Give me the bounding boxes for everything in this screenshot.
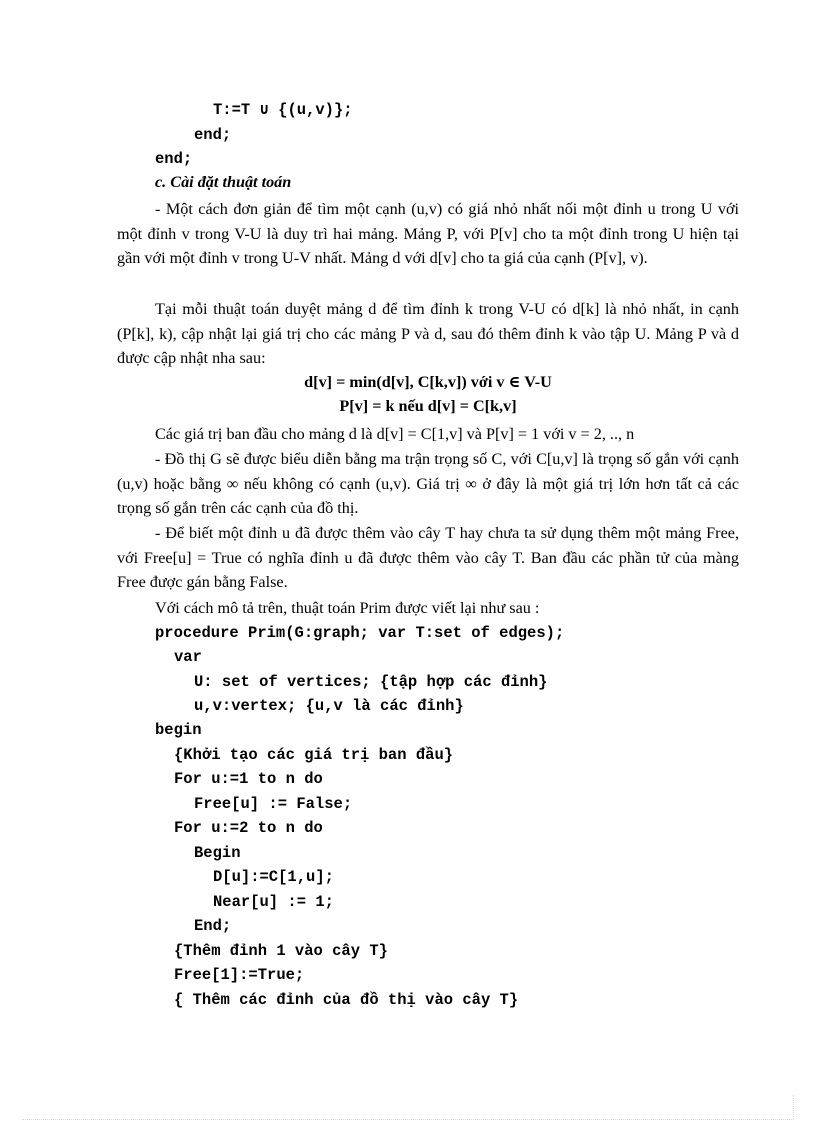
code-line-end-outer: end; [155,150,193,168]
code-comment-add-1: {Thêm đỉnh 1 vào cây T} [174,942,388,960]
code-line-end-inner: end; [194,126,232,144]
code-for-1: For u:=1 to n do [174,770,323,788]
code-line-union: T:=T ∪ {(u,v)}; [213,101,353,119]
code-inner-end: End; [194,917,232,935]
code-for-2: For u:=2 to n do [174,819,323,837]
code-comment-init: {Khởi tạo các giá trị ban đầu} [174,746,454,764]
code-var: var [174,648,202,666]
formula-p-update: P[v] = k nếu d[v] = C[k,v] [339,397,517,415]
code-var-uv: u,v:vertex; {u,v là các đỉnh} [194,697,464,715]
paragraph-initial-values: Các giá trị ban đầu cho mảng d là d[v] = C[1,v] và P[v] = 1 với v = 2, .., n [155,425,635,443]
page-corner-mark [793,1095,795,1119]
code-procedure-header: procedure Prim(G:graph; var T:set of edges); [155,624,565,642]
paragraph-free-array: - Để biết một đỉnh u đã được thêm vào cây T hay chưa ta sử dụng thêm một mảng Free, với Free[u] = True có nghĩa đỉnh u đã được thêm vào cây T. Ban đầu các phần tử của màng Free được gán bằng False. [117,524,739,591]
paragraph-weight-matrix: - Đồ thị G sẽ được biểu diễn bằng ma trận trọng số C, với C[u,v] là trọng số gắn với cạnh (u,v) hoặc bằng ∞ nếu không có cạnh (u,v). Giá trị ∞ ở đây là một giá trị lớn hơn tất cả các trọng số gắn trên các cạnh của đồ thị. [117,450,739,517]
paragraph-iteration: Tại mỗi thuật toán duyệt mảng d để tìm đỉnh k trong V-U có d[k] là nhỏ nhất, in cạnh (P[k], k), cập nhật lại giá trị cho các mảng P và d, sau đó thêm đỉnh k vào tập U. Mảng P và d được cập nhật nha sau: [117,300,739,367]
code-free-1-true: Free[1]:=True; [174,966,305,984]
page-bottom-border [22,1119,794,1120]
code-near-assign: Near[u] := 1; [213,893,334,911]
paragraph-prim-intro: Với cách mô tả trên, thuật toán Prim được viết lại như sau : [155,599,540,617]
formula-d-update: d[v] = min(d[v], C[k,v]) với v ∈ V-U [304,373,552,391]
paragraph-arrays: - Một cách đơn giản để tìm một cạnh (u,v) có giá nhỏ nhất nối một đỉnh u trong U với một đỉnh v trong V-U là duy trì hai mảng. Mảng P, với P[v] cho ta một đỉnh trong U hiện tại gần với một đỉnh v trong U-V nhất. Mảng d với d[v] cho ta giá của cạnh (P[v], v). [117,200,739,267]
section-heading: c. Cài đặt thuật toán [155,173,292,191]
code-inner-begin: Begin [194,844,241,862]
code-free-false: Free[u] := False; [194,795,353,813]
code-d-assign: D[u]:=C[1,u]; [213,868,334,886]
code-var-u: U: set of vertices; {tập hợp các đỉnh} [194,673,548,691]
code-begin: begin [155,721,202,739]
code-comment-add-all: { Thêm các đỉnh của đồ thị vào cây T} [174,991,519,1009]
